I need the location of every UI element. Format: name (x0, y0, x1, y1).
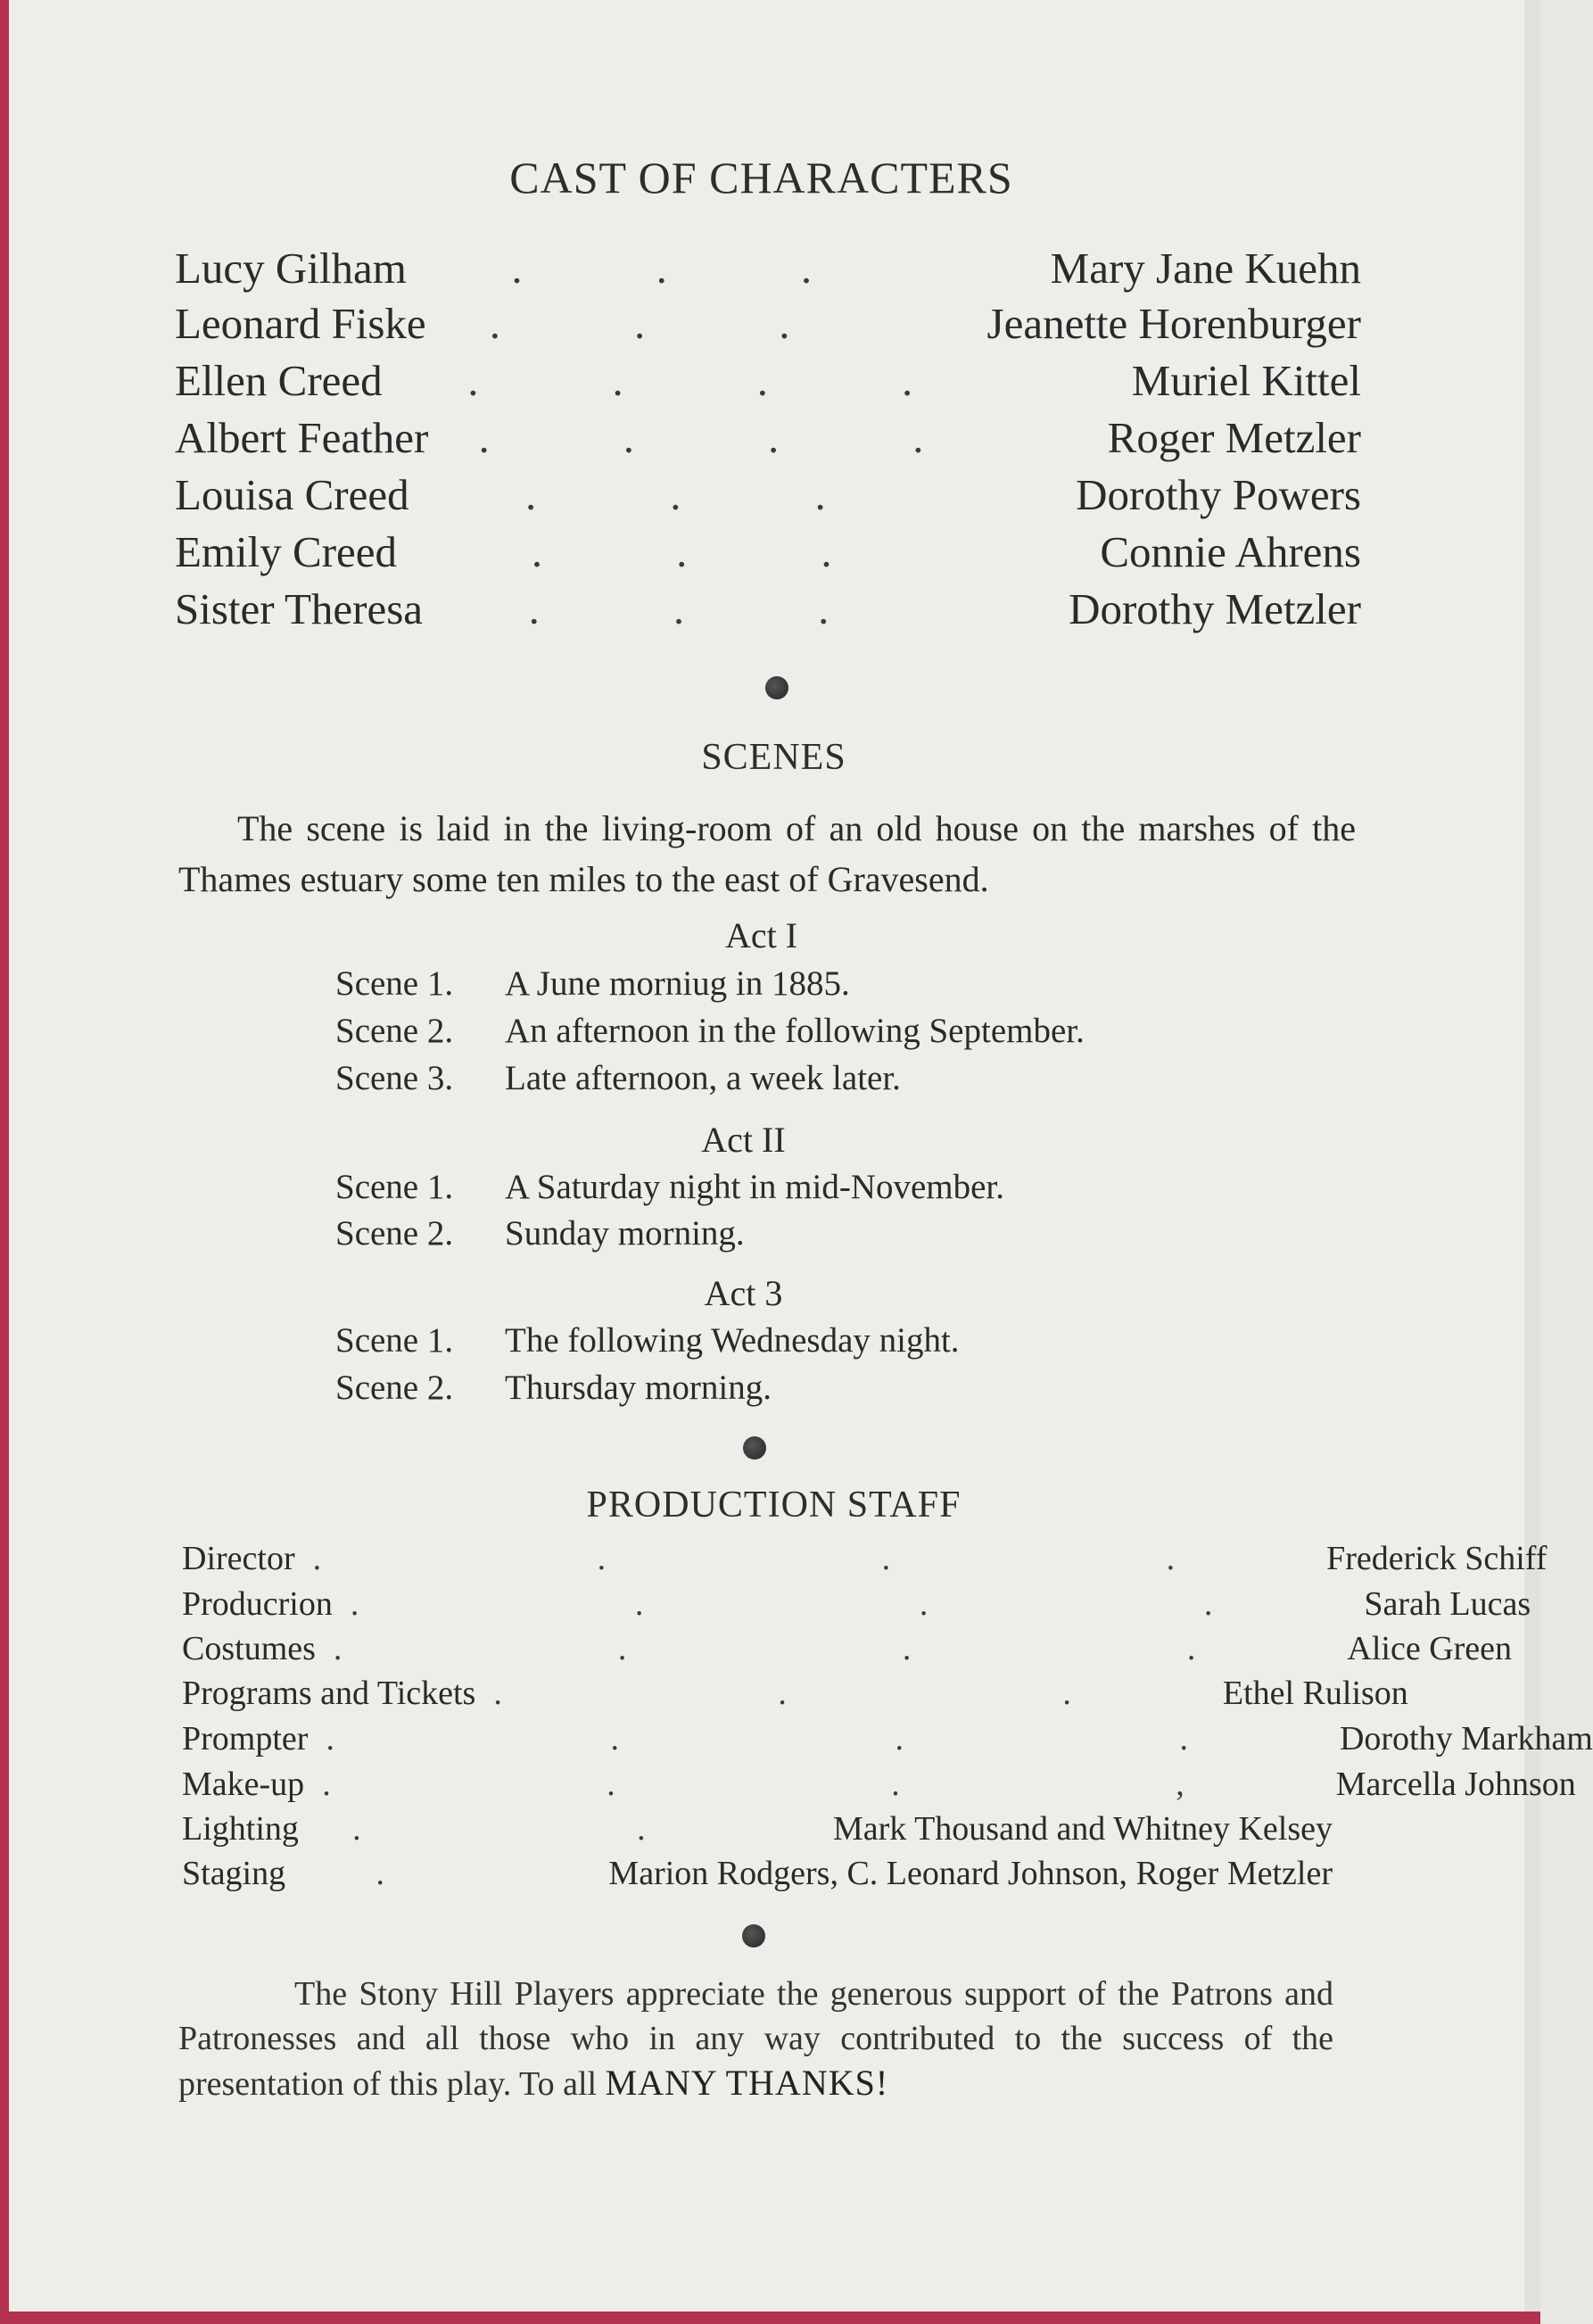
act-title: Act II (701, 1120, 786, 1160)
staff-row (182, 1674, 1408, 1718)
staff-name: Ethel Rulison (1222, 1675, 1408, 1712)
scene-line (335, 1167, 1004, 1207)
leader-dots: . (376, 1855, 519, 1892)
staff-role: Make-up (182, 1766, 305, 1803)
cast-actor: Dorothy Powers (1076, 470, 1361, 519)
scene-label: Scene 1. (335, 1321, 454, 1360)
staff-row (182, 1584, 1531, 1629)
cast-role: Lucy Gilham (175, 244, 407, 293)
leader-dots: . . (352, 1810, 780, 1848)
thanks-emphasis: MANY THANKS! (605, 2063, 889, 2103)
cast-row (175, 298, 1361, 353)
scene-text: An afternoon in the following September. (505, 1012, 1085, 1050)
scene-text: The following Wednesday night. (505, 1321, 960, 1360)
section-bullet (743, 1436, 766, 1460)
cast-row (175, 355, 1361, 410)
scene-text: Sunday morning. (505, 1214, 745, 1253)
staff-row (182, 1854, 1333, 1898)
cast-row (175, 583, 1361, 639)
cast-role: Leonard Fiske (175, 299, 426, 348)
cast-actor: Mary Jane Kuehn (1050, 244, 1361, 293)
cover-edge-bottom (0, 2312, 1540, 2324)
act-title: Act 3 (704, 1273, 783, 1313)
scene-text: Late afternoon, a week later. (505, 1059, 901, 1097)
scene-line (335, 1368, 772, 1408)
section-bullet (742, 1924, 765, 1948)
scene-line (335, 1011, 1085, 1051)
scene-text: Thursday morning. (505, 1369, 772, 1407)
staff-row (182, 1765, 1576, 1809)
staff-name: Dorothy Markham (1339, 1720, 1593, 1757)
cast-role: Sister Theresa (175, 584, 424, 633)
scene-intro: The scene is laid in the living-room of an old house on the marshes of the Thames estuary some ten miles to the east of Gravesend. (178, 808, 1356, 899)
staff-role: Programs and Tickets (182, 1675, 476, 1712)
leader-dots: ... (531, 527, 966, 576)
cover-edge-left (0, 0, 9, 2324)
staff-role: Costumes (182, 1630, 316, 1667)
page-edge-right (1524, 0, 1540, 2324)
act-title: Act I (724, 915, 798, 955)
scene-label: Scene 1. (335, 964, 454, 1003)
scene-line (335, 1058, 901, 1098)
scene-label: Scene 2. (335, 1369, 454, 1407)
staff-role: Director (182, 1540, 295, 1577)
staff-row (182, 1719, 1593, 1764)
cast-role: Ellen Creed (175, 356, 383, 405)
staff-name: Frederick Schiff (1326, 1540, 1548, 1577)
leader-dots: . . . (493, 1675, 1205, 1712)
leader-dots: ... (511, 244, 946, 293)
leader-dots: .... (478, 413, 1058, 462)
staff-role: Lighting (182, 1810, 299, 1848)
leader-dots: ... (528, 584, 963, 633)
cast-row (175, 526, 1361, 582)
cast-role: Albert Feather (175, 413, 429, 462)
leader-dots: . . . , (322, 1766, 1318, 1803)
leader-dots: ... (489, 299, 924, 348)
staff-name: Alice Green (1347, 1630, 1513, 1667)
staff-role: Staging (182, 1855, 286, 1892)
staff-role: Prompter (182, 1720, 309, 1757)
leader-dots: . . . . (312, 1540, 1309, 1577)
scene-text: A June morniug in 1885. (505, 964, 850, 1003)
cast-row (175, 412, 1361, 467)
scene-text: A Saturday night in mid-November. (505, 1168, 1005, 1206)
leader-dots: .... (467, 356, 1047, 405)
cast-role: Emily Creed (175, 527, 398, 576)
staff-name: Marcella Johnson (1335, 1766, 1576, 1803)
leader-dots: ... (525, 470, 960, 519)
cast-actor: Dorothy Metzler (1069, 584, 1361, 633)
cast-row (175, 243, 1361, 298)
cast-actor: Roger Metzler (1107, 413, 1361, 462)
leader-dots: . . . . (350, 1585, 1347, 1623)
thanks-paragraph (178, 1972, 1333, 2106)
leader-dots: . . . . (326, 1720, 1322, 1757)
cast-role: Louisa Creed (175, 470, 409, 519)
scene-label: Scene 1. (335, 1168, 454, 1206)
cast-heading: CAST OF CHARACTERS (509, 153, 1013, 203)
staff-row (182, 1539, 1548, 1584)
staff-heading: PRODUCTION STAFF (586, 1485, 962, 1526)
scenes-heading: SCENES (701, 737, 846, 778)
section-bullet (765, 676, 788, 699)
scene-line (335, 1320, 960, 1360)
staff-row (182, 1809, 1333, 1854)
cast-actor: Connie Ahrens (1100, 527, 1361, 576)
scene-label: Scene 3. (335, 1059, 454, 1097)
cast-actor: Muriel Kittel (1131, 356, 1361, 405)
staff-name: Sarah Lucas (1364, 1585, 1531, 1623)
staff-row (182, 1629, 1513, 1674)
scene-label: Scene 2. (335, 1012, 454, 1050)
cast-row (175, 469, 1361, 525)
scene-line (335, 1213, 745, 1253)
scene-line (335, 964, 850, 1004)
thanks-text: The Stony Hill Players appreciate the generous support of the Patrons and Patronesses and all those who in any way contributed to the success of the presentation of this play. To all (178, 1975, 1333, 2103)
staff-name: Marion Rodgers, C. Leonard Johnson, Roger Metzler (608, 1855, 1333, 1892)
scene-label: Scene 2. (335, 1214, 454, 1253)
staff-name: Mark Thousand and Whitney Kelsey (832, 1810, 1333, 1848)
cast-actor: Jeanette Horenburger (986, 299, 1361, 348)
staff-role: Producrion (182, 1585, 333, 1623)
leader-dots: . . . . (333, 1630, 1330, 1667)
